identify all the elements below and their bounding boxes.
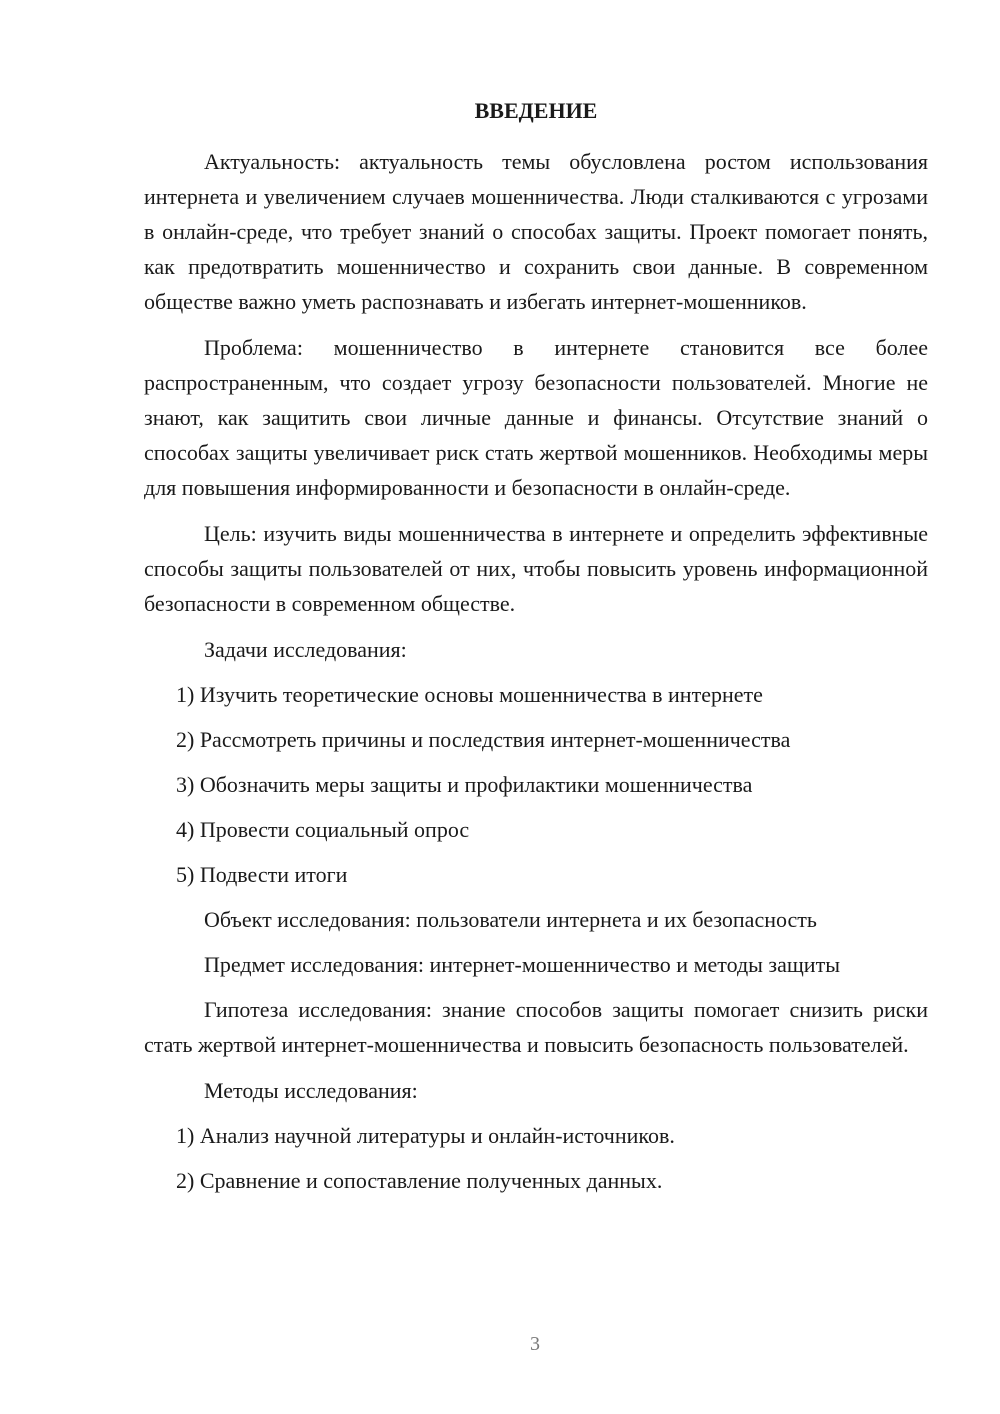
task-item: 1) Изучить теоретические основы мошенничества в интернете — [176, 682, 763, 707]
goal-paragraph: Цель: изучить виды мошенничества в интернете и определить эффективные способы защиты пользователей от них, чтобы повысить уровень информационной безопасности в современном обществе. — [144, 521, 928, 616]
task-item: 2) Рассмотреть причины и последствия интернет-мошенничества — [176, 727, 791, 752]
method-item: 2) Сравнение и сопоставление полученных данных. — [176, 1168, 663, 1193]
methods-list — [144, 1118, 928, 1198]
research-subject: Предмет исследования: интернет-мошенничество и методы защиты — [204, 952, 840, 977]
tasks-list — [144, 677, 928, 892]
relevance-paragraph: Актуальность: актуальность темы обусловлена ростом использования интернета и увеличением случаев мошенничества. Люди сталкиваются с угрозами в онлайн-среде, что требует знаний о способах защиты. Проект помогает понять, как предотвратить мошенничество и сохранить свои данные. В современном обществе важно уметь распознавать и избегать интернет-мошенников. — [144, 149, 928, 314]
hypothesis-paragraph: Гипотеза исследования: знание способов защиты помогает снизить риски стать жертвой интернет-мошенничества и повысить безопасность пользователей. — [144, 997, 928, 1057]
task-item: 5) Подвести итоги — [176, 862, 348, 887]
task-item: 3) Обозначить меры защиты и профилактики мошенничества — [176, 772, 753, 797]
page-body — [144, 96, 928, 1208]
method-item: 1) Анализ научной литературы и онлайн-источников. — [176, 1123, 675, 1148]
task-item: 4) Провести социальный опрос — [176, 817, 470, 842]
page-number: 3 — [530, 1333, 540, 1355]
research-object: Объект исследования: пользователи интернета и их безопасность — [204, 907, 817, 932]
problem-paragraph: Проблема: мошенничество в интернете становится все более распространенным, что создает угрозу безопасности пользователей. Многие не знают, как защитить свои личные данные и финансы. Отсутствие знаний о способах защиты увеличивает риск стать жертвой мошенников. Необходимы меры для повышения информированности и безопасности в онлайн-среде. — [144, 335, 928, 500]
tasks-heading: Задачи исследования: — [204, 637, 407, 662]
methods-heading: Методы исследования: — [204, 1078, 418, 1103]
section-title: ВВЕДЕНИЕ — [474, 98, 598, 123]
